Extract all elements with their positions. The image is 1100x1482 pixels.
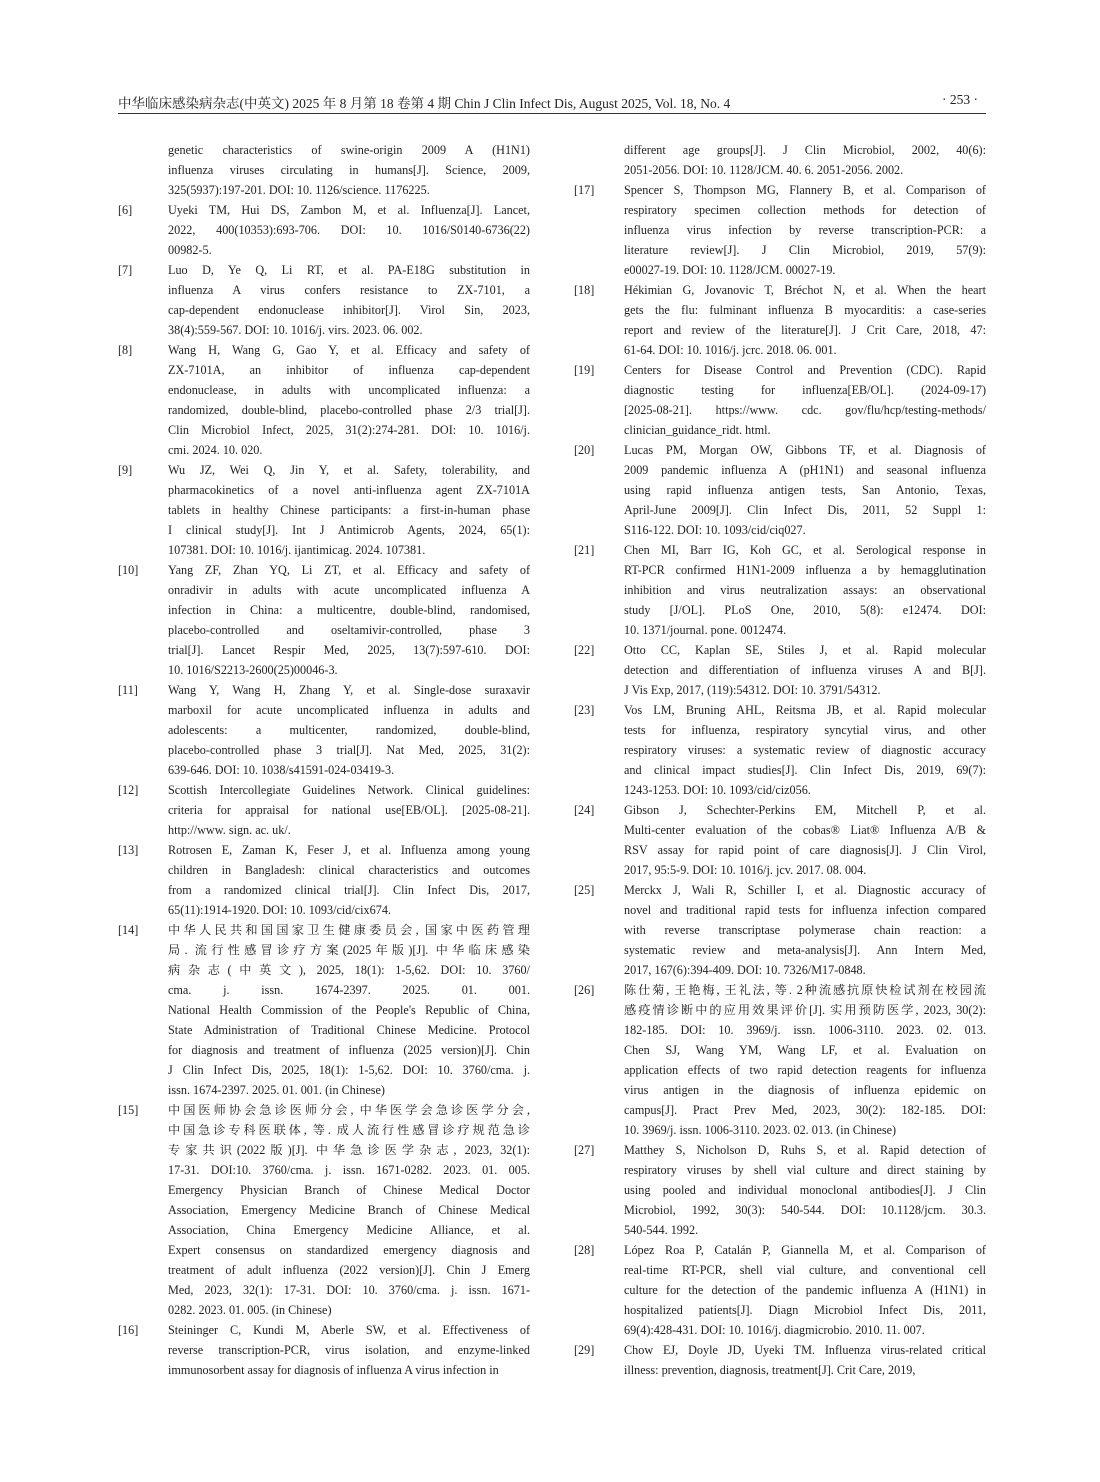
reference-line: infection in China: a multicentre, double-blind, randomised, xyxy=(168,603,530,617)
reference-number: [14] xyxy=(118,923,139,937)
reference-line: 2017, 95:5-9. DOI: 10. 1016/j. jcv. 2017. 08. 004. xyxy=(624,863,867,877)
reference-number: [6] xyxy=(118,203,133,217)
reference-line: onradivir in adults with acute uncomplicated influenza A xyxy=(168,583,530,597)
reference-number: [12] xyxy=(118,783,139,797)
reference-line: virus antigen in the diagnosis of influenza epidemic on xyxy=(624,1083,986,1097)
reference-line: Luo D, Ye Q, Li RT, et al. PA-E18G substitution in xyxy=(168,263,530,277)
reference-number: [13] xyxy=(118,843,139,857)
reference-entry xyxy=(574,440,986,540)
reference-entry xyxy=(118,920,530,1100)
reference-text xyxy=(624,540,986,640)
reference-line: 2009 pandemic influenza A (pH1N1) and seasonal influenza xyxy=(624,463,986,477)
reference-line: 2022, 400(10353):693-706. DOI: 10. 1016/S0140-6736(22) xyxy=(168,223,530,237)
reference-line: 2051-2056. DOI: 10. 1128/JCM. 40. 6. 2051-2056. 2002. xyxy=(624,163,904,177)
reference-line: Hékimian G, Jovanovic T, Bréchot N, et al. When the heart xyxy=(624,283,986,297)
reference-line: influenza viruses circulating in humans[J]. Science, 2009, xyxy=(168,163,530,177)
reference-line: 感疫情诊断中的应用效果评价[J]. 实用预防医学, 2023, 30(2): xyxy=(624,1003,986,1017)
reference-line: http://www. sign. ac. uk/. xyxy=(168,823,291,837)
reference-entry xyxy=(574,880,986,980)
reference-line: RSV assay for rapid point of care diagnosis[J]. J Clin Virol, xyxy=(624,843,986,857)
reference-number: [22] xyxy=(574,643,595,657)
left-reference-column xyxy=(118,140,530,1380)
reference-line: using pooled and individual monoclonal antibodies[J]. J Clin xyxy=(624,1183,986,1197)
reference-line: tablets in healthy Chinese participants: a first-in-human phase xyxy=(168,503,530,517)
reference-line: reverse transcription-PCR, virus isolation, and enzyme-linked xyxy=(168,1343,530,1357)
reference-entry xyxy=(574,800,986,880)
reference-line: criteria for appraisal for national use[EB/OL]. [2025-08-21]. xyxy=(168,803,530,817)
reference-line: RT-PCR confirmed H1N1-2009 influenza a by hemagglutination xyxy=(624,563,986,577)
reference-entry xyxy=(118,840,530,920)
reference-line: novel and traditional rapid tests for influenza infection compared xyxy=(624,903,986,917)
reference-line: influenza virus infection by reverse transcription-PCR: a xyxy=(624,223,986,237)
reference-number xyxy=(574,140,624,180)
reference-line: ZX-7101A, an inhibitor of influenza cap-dependent xyxy=(168,363,530,377)
reference-line: children in Bangladesh: clinical characteristics and outcomes xyxy=(168,863,530,877)
reference-entry xyxy=(118,1100,530,1320)
reference-entry xyxy=(118,460,530,560)
reference-line: 0282. 2023. 01. 005. (in Chinese) xyxy=(168,1303,332,1317)
reference-number: [26] xyxy=(574,983,595,997)
reference-number: [21] xyxy=(574,543,595,557)
reference-line: Association, Emergency Medicine Branch of Chinese Medical xyxy=(168,1203,530,1217)
running-header xyxy=(118,92,978,114)
page-number: · 253 · xyxy=(942,92,978,107)
reference-line: gets the flu: fulminant influenza B myocarditis: a case-series xyxy=(624,303,986,317)
reference-line: marboxil for acute uncomplicated influenza in adults and xyxy=(168,703,530,717)
reference-number: [15] xyxy=(118,1103,139,1117)
reference-text xyxy=(624,440,986,540)
reference-line: real-time RT-PCR, shell vial culture, and conventional cell xyxy=(624,1263,986,1277)
reference-line: López Roa P, Catalán P, Giannella M, et al. Comparison of xyxy=(624,1243,986,1257)
reference-number: [8] xyxy=(118,343,133,357)
reference-line: cmi. 2024. 10. 020. xyxy=(168,443,263,457)
reference-line: Uyeki TM, Hui DS, Zambon M, et al. Influenza[J]. Lancet, xyxy=(168,203,530,217)
reference-line: Merckx J, Wali R, Schiller I, et al. Diagnostic accuracy of xyxy=(624,883,986,897)
reference-line: 107381. DOI: 10. 1016/j. ijantimicag. 2024. 107381. xyxy=(168,543,426,557)
reference-line: 38(4):559-567. DOI: 10. 1016/j. virs. 2023. 06. 002. xyxy=(168,323,423,337)
reference-number: [17] xyxy=(574,183,595,197)
reference-number: [23] xyxy=(574,703,595,717)
reference-line: placebo-controlled and oseltamivir-controlled, phase 3 xyxy=(168,623,530,637)
reference-line: 639-646. DOI: 10. 1038/s41591-024-03419-3. xyxy=(168,763,395,777)
reference-text xyxy=(168,1100,530,1320)
reference-number: [19] xyxy=(574,363,595,377)
reference-entry xyxy=(574,700,986,800)
reference-text xyxy=(624,1240,986,1340)
reference-line: systematic review and meta-analysis[J]. Ann Intern Med, xyxy=(624,943,986,957)
reference-line: April-June 2009[J]. Clin Infect Dis, 2011, 52 Suppl 1: xyxy=(624,503,986,517)
reference-entry xyxy=(574,640,986,700)
reference-text xyxy=(624,140,986,180)
reference-line: Matthey S, Nicholson D, Ruhs S, et al. Rapid detection of xyxy=(624,1143,986,1157)
reference-line: and clinical impact studies[J]. Clin Infect Dis, 2019, 69(7): xyxy=(624,763,986,777)
reference-number: [10] xyxy=(118,563,139,577)
reference-entry xyxy=(118,780,530,840)
reference-line: S116-122. DOI: 10. 1093/cid/ciq027. xyxy=(624,523,806,537)
reference-line: 65(11):1914-1920. DOI: 10. 1093/cid/cix674. xyxy=(168,903,391,917)
reference-line: cma. j. issn. 1674-2397. 2025. 01. 001. xyxy=(168,983,530,997)
reference-entry xyxy=(118,340,530,460)
reference-line: trial[J]. Lancet Respir Med, 2025, 13(7):597-610. DOI: xyxy=(168,643,530,657)
reference-entry xyxy=(118,1320,530,1380)
reference-number: [16] xyxy=(118,1323,139,1337)
reference-line: 中国急诊专科医联体, 等. 成人流行性感冒诊疗规范急诊 xyxy=(168,1123,530,1137)
reference-line: Microbiol, 1992, 30(3): 540-544. DOI: 10.1128/jcm. 30.3. xyxy=(624,1203,986,1217)
reference-line: 中华人民共和国国家卫生健康委员会, 国家中医药管理 xyxy=(168,923,530,937)
reference-line: Lucas PM, Morgan OW, Gibbons TF, et al. Diagnosis of xyxy=(624,443,986,457)
reference-entry xyxy=(118,140,530,200)
reference-line: influenza A virus confers resistance to ZX-7101, a xyxy=(168,283,530,297)
reference-line: 69(4):428-431. DOI: 10. 1016/j. diagmicrobio. 2010. 11. 007. xyxy=(624,1323,925,1337)
reference-number: [20] xyxy=(574,443,595,457)
reference-line: adolescents: a multicenter, randomized, double-blind, xyxy=(168,723,530,737)
reference-line: Wu JZ, Wei Q, Jin Y, et al. Safety, tolerability, and xyxy=(168,463,530,477)
reference-line: culture for the detection of the pandemic influenza A (H1N1) in xyxy=(624,1283,986,1297)
reference-line: report and review of the literature[J]. J Crit Care, 2018, 47: xyxy=(624,323,986,337)
reference-line: 17-31. DOI:10. 3760/cma. j. issn. 1671-0282. 2023. 01. 005. xyxy=(168,1163,530,1177)
reference-line: randomized, double-blind, placebo-controlled phase 2/3 trial[J]. xyxy=(168,403,530,417)
reference-line: endonuclease, in adults with uncomplicated influenza: a xyxy=(168,383,530,397)
reference-line: 325(5937):197-201. DOI: 10. 1126/science. 1176225. xyxy=(168,183,430,197)
reference-text xyxy=(624,360,986,440)
reference-entry xyxy=(574,1240,986,1340)
reference-line: placebo-controlled phase 3 trial[J]. Nat Med, 2025, 31(2): xyxy=(168,743,530,757)
reference-line: Med, 2023, 32(1): 17-31. DOI: 10. 3760/cma. j. issn. 1671- xyxy=(168,1283,530,1297)
reference-line: treatment of adult influenza (2022 version)[J]. Chin J Emerg xyxy=(168,1263,530,1277)
reference-entry xyxy=(574,1340,986,1380)
reference-line: literature review[J]. J Clin Microbiol, 2019, 57(9): xyxy=(624,243,986,257)
reference-line: Spencer S, Thompson MG, Flannery B, et al. Comparison of xyxy=(624,183,986,197)
reference-line: I clinical study[J]. Int J Antimicrob Agents, 2024, 65(1): xyxy=(168,523,530,537)
reference-text xyxy=(168,680,530,780)
reference-line: Chow EJ, Doyle JD, Uyeki TM. Influenza virus-related critical xyxy=(624,1343,986,1357)
reference-entry xyxy=(574,180,986,280)
reference-text xyxy=(168,560,530,680)
reference-line: e00027-19. DOI: 10. 1128/JCM. 00027-19. xyxy=(624,263,836,277)
reference-text xyxy=(624,800,986,880)
reference-line: inhibition and virus neutralization assays: an observational xyxy=(624,583,986,597)
right-reference-column xyxy=(574,140,986,1380)
reference-line: respiratory specimen collection methods for detection of xyxy=(624,203,986,217)
reference-line: pharmacokinetics of a novel anti-influenza agent ZX-7101A xyxy=(168,483,530,497)
header-divider xyxy=(118,113,986,114)
reference-line: Scottish Intercollegiate Guidelines Network. Clinical guidelines: xyxy=(168,783,530,797)
reference-line: from a randomized clinical trial[J]. Clin Infect Dis, 2017, xyxy=(168,883,530,897)
reference-line: 1243-1253. DOI: 10. 1093/cid/ciz056. xyxy=(624,783,811,797)
reference-entry xyxy=(574,360,986,440)
reference-text xyxy=(168,780,530,840)
reference-line: Yang ZF, Zhan YQ, Li ZT, et al. Efficacy and safety of xyxy=(168,563,530,577)
reference-line: application effects of two rapid detection reagents for influenza xyxy=(624,1063,986,1077)
reference-line: Centers for Disease Control and Prevention (CDC). Rapid xyxy=(624,363,986,377)
reference-line: J Clin Infect Dis, 2025, 18(1): 1-5,62. DOI: 10. 3760/cma. j. xyxy=(168,1063,530,1077)
reference-text xyxy=(168,260,530,340)
reference-entry xyxy=(574,980,986,1140)
reference-line: [2025-08-21]. https://www. cdc. gov/flu/hcp/testing-methods/ xyxy=(624,403,986,417)
reference-line: Otto CC, Kaplan SE, Stiles J, et al. Rapid molecular xyxy=(624,643,986,657)
reference-number: [28] xyxy=(574,1243,595,1257)
reference-line: immunosorbent assay for diagnosis of influenza A virus infection in xyxy=(168,1363,499,1377)
reference-line: 10. 1371/journal. pone. 0012474. xyxy=(624,623,787,637)
reference-text xyxy=(168,1320,530,1380)
reference-entry xyxy=(118,260,530,340)
reference-entry xyxy=(118,680,530,780)
reference-entry xyxy=(118,560,530,680)
reference-number: [11] xyxy=(118,683,138,697)
reference-line: campus[J]. Pract Prev Med, 2023, 30(2): 182-185. DOI: xyxy=(624,1103,986,1117)
reference-line: Association, China Emergency Medicine Alliance, et al. xyxy=(168,1223,530,1237)
reference-line: 540-544. 1992. xyxy=(624,1223,699,1237)
reference-entry xyxy=(574,1140,986,1240)
reference-line: National Health Commission of the People's Republic of China, xyxy=(168,1003,530,1017)
journal-title: 中华临床感染病杂志(中英文) 2025 年 8 月第 18 卷第 4 期 Chin J Clin Infect Dis, August 2025, Vol. 18, No. 4 xyxy=(118,96,731,111)
reference-line: 00982-5. xyxy=(168,243,212,257)
reference-line: 局. 流行性感冒诊疗方案(2025年版)[J]. 中华临床感染 xyxy=(168,943,530,957)
reference-line: hospitalized patients[J]. Diagn Microbiol Infect Dis, 2011, xyxy=(624,1303,986,1317)
reference-text xyxy=(624,880,986,980)
reference-line: State Administration of Traditional Chinese Medicine. Protocol xyxy=(168,1023,530,1037)
reference-line: diagnostic testing for influenza[EB/OL]. (2024-09-17) xyxy=(624,383,986,397)
reference-line: different age groups[J]. J Clin Microbiol, 2002, 40(6): xyxy=(624,143,986,157)
reference-line: respiratory viruses by shell vial culture and direct staining by xyxy=(624,1163,986,1177)
reference-line: issn. 1674-2397. 2025. 01. 001. (in Chinese) xyxy=(168,1083,385,1097)
reference-entry xyxy=(574,280,986,360)
reference-line: Wang H, Wang G, Gao Y, et al. Efficacy and safety of xyxy=(168,343,530,357)
reference-text xyxy=(168,200,530,260)
reference-text xyxy=(168,140,530,200)
reference-text xyxy=(624,180,986,280)
reference-line: using rapid influenza antigen tests, San Antonio, Texas, xyxy=(624,483,986,497)
reference-line: Gibson J, Schechter-Perkins EM, Mitchell P, et al. xyxy=(624,803,986,817)
reference-line: 病杂志(中英文), 2025, 18(1): 1-5,62. DOI: 10. 3760/ xyxy=(168,963,530,977)
reference-line: with reverse transcriptase polymerase chain reaction: a xyxy=(624,923,986,937)
reference-line: respiratory viruses: a systematic review of diagnostic accuracy xyxy=(624,743,986,757)
reference-number: [18] xyxy=(574,283,595,297)
reference-line: for diagnosis and treatment of influenza (2025 version)[J]. Chin xyxy=(168,1043,530,1057)
reference-line: J Vis Exp, 2017, (119):54312. DOI: 10. 3791/54312. xyxy=(624,683,881,697)
reference-line: 2017, 167(6):394-409. DOI: 10. 7326/M17-0848. xyxy=(624,963,866,977)
reference-line: 陈仕菊, 王艳梅, 王礼法, 等. 2种流感抗原快检试剂在校园流 xyxy=(624,983,986,997)
reference-number: [24] xyxy=(574,803,595,817)
reference-number: [27] xyxy=(574,1143,595,1157)
reference-line: 中国医师协会急诊医师分会, 中华医学会急诊医学分会, xyxy=(168,1103,530,1117)
reference-entry xyxy=(574,540,986,640)
reference-line: 专家共识(2022版)[J]. 中华急诊医学杂志, 2023, 32(1): xyxy=(168,1143,530,1157)
reference-line: Emergency Physician Branch of Chinese Medical Doctor xyxy=(168,1183,530,1197)
reference-entry xyxy=(574,140,986,180)
reference-line: Chen MI, Barr IG, Koh GC, et al. Serological response in xyxy=(624,543,986,557)
reference-line: tests for influenza, respiratory syncytial virus, and other xyxy=(624,723,986,737)
reference-number: [25] xyxy=(574,883,595,897)
reference-number: [29] xyxy=(574,1343,595,1357)
reference-line: Steininger C, Kundi M, Aberle SW, et al. Effectiveness of xyxy=(168,1323,530,1337)
reference-line: Clin Microbiol Infect, 2025, 31(2):274-281. DOI: 10. 1016/j. xyxy=(168,423,530,437)
reference-line: 61-64. DOI: 10. 1016/j. jcrc. 2018. 06. 001. xyxy=(624,343,837,357)
reference-line: 182-185. DOI: 10. 3969/j. issn. 1006-3110. 2023. 02. 013. xyxy=(624,1023,986,1037)
reference-number xyxy=(118,140,168,200)
reference-line: Multi-center evaluation of the cobas® Liat® Influenza A/B & xyxy=(624,823,986,837)
reference-text xyxy=(168,840,530,920)
reference-text xyxy=(168,460,530,560)
reference-text xyxy=(624,1340,986,1380)
reference-line: Expert consensus on standardized emergency diagnosis and xyxy=(168,1243,530,1257)
reference-line: study [J/OL]. PLoS One, 2010, 5(8): e12474. DOI: xyxy=(624,603,986,617)
reference-number: [9] xyxy=(118,463,133,477)
reference-line: clinician_guidance_ridt. html. xyxy=(624,423,771,437)
reference-line: Vos LM, Bruning AHL, Reitsma JB, et al. Rapid molecular xyxy=(624,703,986,717)
reference-line: cap-dependent endonuclease inhibitor[J]. Virol Sin, 2023, xyxy=(168,303,530,317)
reference-entry xyxy=(118,200,530,260)
reference-text xyxy=(624,280,986,360)
reference-text xyxy=(168,340,530,460)
reference-line: illness: prevention, diagnosis, treatment[J]. Crit Care, 2019, xyxy=(624,1363,916,1377)
reference-number: [7] xyxy=(118,263,133,277)
reference-text xyxy=(624,700,986,800)
reference-line: Wang Y, Wang H, Zhang Y, et al. Single-dose suraxavir xyxy=(168,683,530,697)
reference-text xyxy=(168,920,530,1100)
reference-line: detection and differentiation of influenza viruses A and B[J]. xyxy=(624,663,986,677)
reference-text xyxy=(624,1140,986,1240)
reference-line: Chen SJ, Wang YM, Wang LF, et al. Evaluation on xyxy=(624,1043,986,1057)
reference-text xyxy=(624,980,986,1140)
reference-line: Rotrosen E, Zaman K, Feser J, et al. Influenza among young xyxy=(168,843,530,857)
reference-line: 10. 1016/S2213-2600(25)00046-3. xyxy=(168,663,338,677)
reference-text xyxy=(624,640,986,700)
reference-line: 10. 3969/j. issn. 1006-3110. 2023. 02. 013. (in Chinese) xyxy=(624,1123,897,1137)
reference-line: genetic characteristics of swine-origin 2009 A (H1N1) xyxy=(168,143,530,157)
